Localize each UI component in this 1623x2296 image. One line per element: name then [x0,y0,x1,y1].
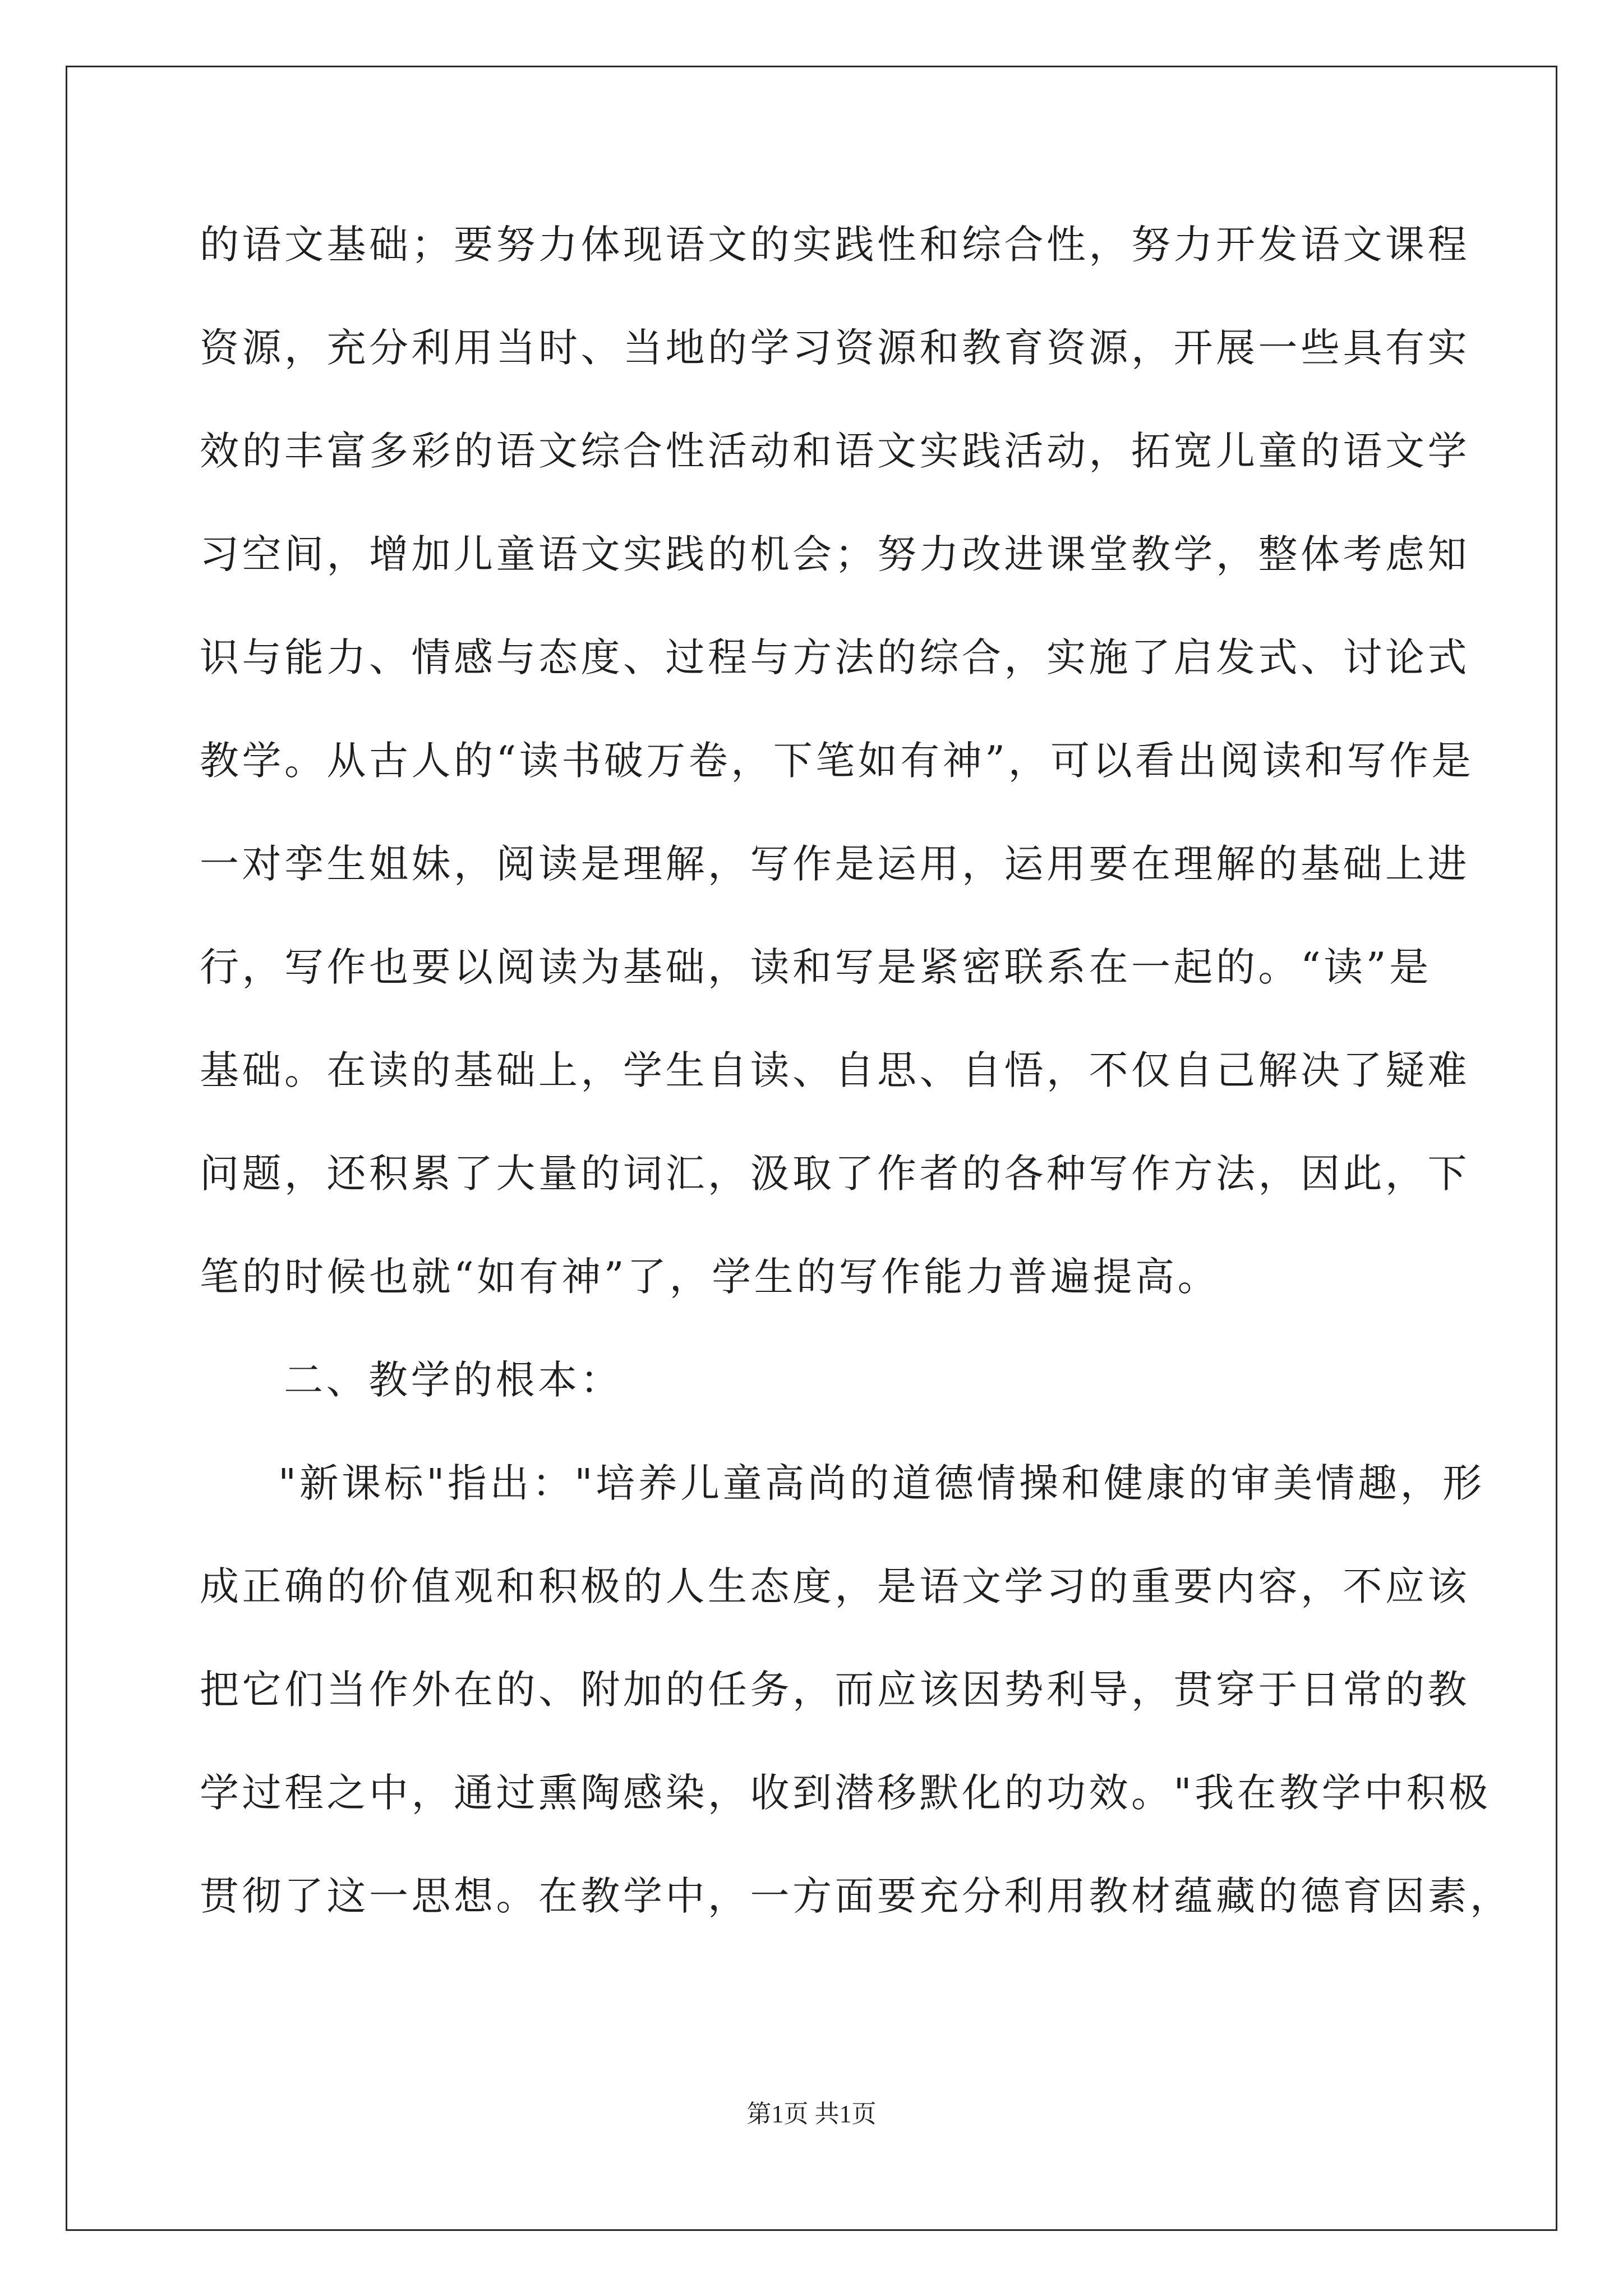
text-line: 行，写作也要以阅读为基础，读和写是紧密联系在一起的。“读”是 [200,944,1432,990]
text-line: 识与能力、情感与态度、过程与方法的综合，实施了启发式、讨论式 [200,634,1470,680]
section-heading: 二、教学的根本： [284,1357,623,1403]
text-line: 资源，充分利用当时、当地的学习资源和教育资源，开展一些具有实 [200,325,1470,371]
text-line: 习空间，增加儿童语文实践的机会；努力改进课堂教学，整体考虑知 [200,531,1470,577]
text-line: 成正确的价值观和积极的人生态度，是语文学习的重要内容，不应该 [200,1563,1470,1609]
page-footer: 第1页 共1页 [746,2100,877,2128]
text-line: 把它们当作外在的、附加的任务，而应该因势利导，贯穿于日常的教 [200,1667,1470,1713]
text-line: 效的丰富多彩的语文综合性活动和语文实践活动，拓宽儿童的语文学 [200,428,1470,474]
text-line: 一对孪生姐妹，阅读是理解，写作是运用，运用要在理解的基础上进 [200,841,1470,887]
text-line: 学过程之中，通过熏陶感染，收到潜移默化的功效。"我在教学中积极 [200,1770,1491,1816]
text-line: 问题，还积累了大量的词汇，汲取了作者的各种写作方法，因此，下 [200,1151,1470,1197]
text-line: 的语文基础；要努力体现语文的实践性和综合性，努力开发语文课程 [200,222,1470,268]
text-line: "新课标"指出："培养儿童高尚的道德情操和健康的审美情趣，形 [278,1460,1485,1506]
text-line: 贯彻了这一思想。在教学中，一方面要充分利用教材蕴藏的德育因素， [200,1873,1513,1919]
text-line: 基础。在读的基础上，学生自读、自思、自悟，不仅自己解决了疑难 [200,1047,1470,1093]
text-line: 教学。从古人的“读书破万卷，下笔如有神”，可以看出阅读和写作是 [200,738,1474,784]
text-line: 笔的时候也就“如有神”了，学生的写作能力普遍提高。 [200,1254,1220,1300]
